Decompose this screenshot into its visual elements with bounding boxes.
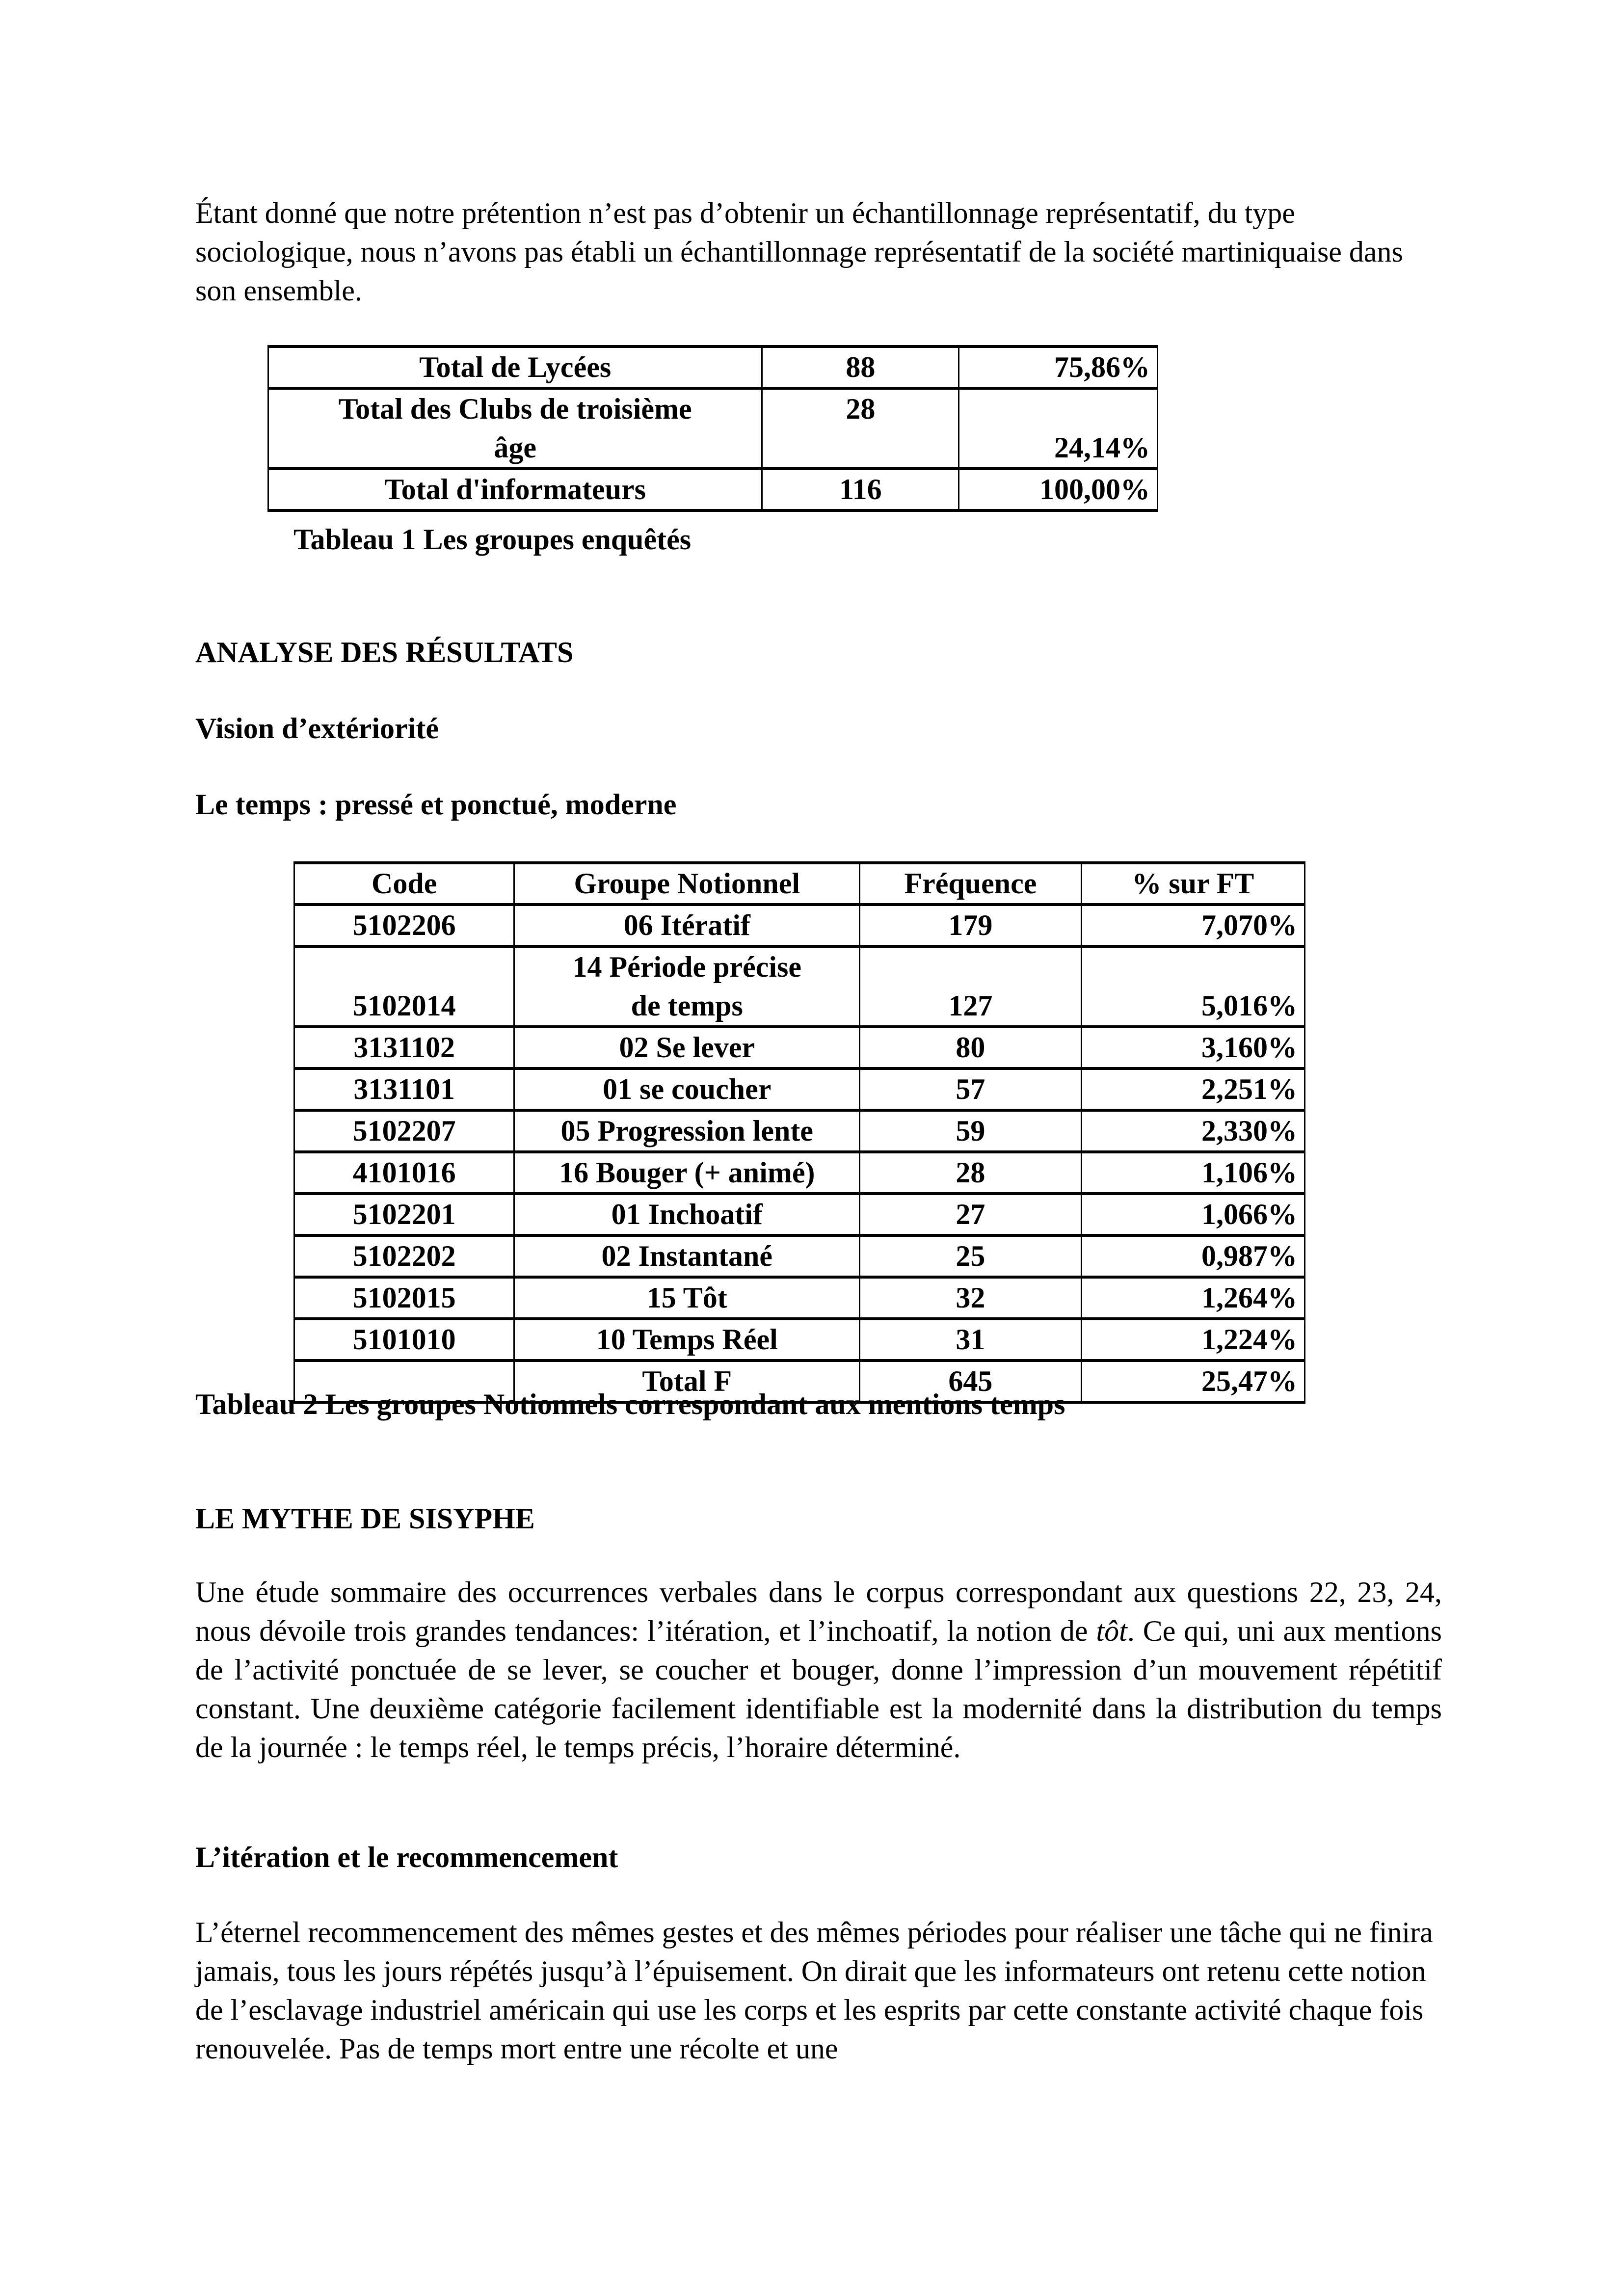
- header-groupe: Groupe Notionnel: [514, 863, 860, 905]
- code-cell: 5102202: [294, 1235, 514, 1277]
- total-pct-cell: 25,47%: [1081, 1361, 1304, 1402]
- groupe-line2: de temps: [631, 989, 743, 1022]
- pct-cell: 3,160%: [1081, 1027, 1304, 1068]
- table2-caption: Tableau 2 Les groupes Notionnels correspondant aux mentions temps: [195, 1388, 1065, 1420]
- mythe-paragraph: [195, 1573, 1442, 1767]
- groupe-cell: 02 Instantané: [514, 1235, 860, 1277]
- groupe-cell: 15 Tôt: [514, 1277, 860, 1319]
- table-header-row: [294, 863, 1305, 905]
- table-row: [268, 388, 1158, 469]
- code-cell: 3131102: [294, 1027, 514, 1068]
- table1-count-cell: 88: [762, 347, 959, 388]
- table-row: [294, 1027, 1305, 1068]
- code-cell: 5102014: [294, 946, 514, 1027]
- header-frequence: Fréquence: [860, 863, 1082, 905]
- freq-cell: 57: [860, 1068, 1082, 1110]
- freq-cell: 80: [860, 1027, 1082, 1068]
- mythe-text-after: . Ce qui, uni aux mentions de l’activité ponctuée de se lever, se coucher et bouger, donne l’impression d’un mouvement répétitif constant. Une deuxième catégorie facilement identifiable est la modernité dans la distribution du temps de la journée : le temps réel, le temps précis, l’horaire déterminé.: [195, 1615, 1442, 1763]
- heading-analyse-block: [195, 633, 1442, 672]
- code-cell: 3131101: [294, 1068, 514, 1110]
- code-cell: 5101010: [294, 1319, 514, 1361]
- table1-count-cell: 116: [762, 469, 959, 510]
- mythe-text-italic: tôt: [1096, 1615, 1127, 1647]
- pct-cell: 0,987%: [1081, 1235, 1304, 1277]
- heading-temps-block: [195, 785, 1442, 824]
- table1-caption: Tableau 1 Les groupes enquêtés: [293, 523, 692, 556]
- groupe-cell: 05 Progression lente: [514, 1110, 860, 1152]
- heading-vision: Vision d’extériorité: [195, 712, 439, 745]
- groupe-cell: 01 se coucher: [514, 1068, 860, 1110]
- freq-cell: 28: [860, 1152, 1082, 1194]
- code-cell: 5102015: [294, 1277, 514, 1319]
- pct-cell: 2,330%: [1081, 1110, 1304, 1152]
- freq-cell: 59: [860, 1110, 1082, 1152]
- header-code: Code: [294, 863, 514, 905]
- freq-cell: 179: [860, 905, 1082, 946]
- table1-label-cell: [268, 388, 762, 469]
- table-row: [294, 946, 1305, 1027]
- table1-percent-cell: 75,86%: [959, 347, 1158, 388]
- table1-label-line2: âge: [494, 431, 536, 464]
- code-cell: 4101016: [294, 1152, 514, 1194]
- code-cell: 5102207: [294, 1110, 514, 1152]
- heading-iteration: L’itération et le recommencement: [195, 1841, 618, 1873]
- heading-vision-block: [195, 709, 1442, 748]
- groupe-line1: 14 Période précise: [572, 951, 801, 983]
- pct-cell: 1,224%: [1081, 1319, 1304, 1361]
- table1-percent-cell: 24,14%: [959, 388, 1158, 469]
- freq-cell: 27: [860, 1194, 1082, 1235]
- table-row: [268, 469, 1158, 510]
- table-row: [294, 1319, 1305, 1361]
- pct-cell: 1,264%: [1081, 1277, 1304, 1319]
- table-groupes-enquetes: [267, 345, 1158, 512]
- table-row: [294, 1152, 1305, 1194]
- heading-analyse: ANALYSE DES RÉSULTATS: [195, 636, 574, 668]
- table-row: [294, 1277, 1305, 1319]
- groupe-cell: 06 Itératif: [514, 905, 860, 946]
- table1-percent-cell: 100,00%: [959, 469, 1158, 510]
- pct-cell: 7,070%: [1081, 905, 1304, 946]
- iteration-paragraph: L’éternel recommencement des mêmes gestes et des mêmes périodes pour réaliser une tâche qui ne finira jamais, tous les jours répétés jusqu’à l’épuisement. On dirait que les informateurs ont retenu cette notion de l’esclavage industriel américain qui use les corps et les esprits par cette constante activité chaque fois renouvelée. Pas de temps mort entre une récolte et une: [195, 1916, 1433, 2065]
- total-groupe-cell: Total F: [514, 1361, 860, 1402]
- freq-cell: 25: [860, 1235, 1082, 1277]
- table1-label-cell: Total de Lycées: [268, 347, 762, 388]
- table-row: [294, 1068, 1305, 1110]
- pct-cell: 1,066%: [1081, 1194, 1304, 1235]
- mythe-text-before: Une étude sommaire des occurrences verbales dans le corpus correspondant aux questions 22, 23, 24, nous dévoile trois grandes tendances: l’itération, et l’inchoatif, la notion de: [195, 1576, 1442, 1647]
- heading-temps: Le temps : pressé et ponctué, moderne: [195, 788, 677, 821]
- groupe-cell: 02 Se lever: [514, 1027, 860, 1068]
- table1-label-line1: Total des Clubs de troisième: [338, 393, 692, 425]
- groupe-cell: 10 Temps Réel: [514, 1319, 860, 1361]
- freq-cell: 31: [860, 1319, 1082, 1361]
- iteration-paragraph-block: [195, 1913, 1442, 2068]
- total-freq-cell: 645: [860, 1361, 1082, 1402]
- mythe-paragraph-block: [195, 1573, 1442, 1767]
- table1-label-cell: Total d'informateurs: [268, 469, 762, 510]
- groupe-cell: 16 Bouger (+ animé): [514, 1152, 860, 1194]
- freq-cell: 32: [860, 1277, 1082, 1319]
- code-cell: 5102201: [294, 1194, 514, 1235]
- intro-paragraph-block: [195, 194, 1442, 310]
- intro-paragraph: Étant donné que notre prétention n’est pas d’obtenir un échantillonnage représentatif, du type sociologique, nous n’avons pas établi un échantillonnage représentatif de la société martiniquaise dans son ensemble.: [195, 197, 1403, 307]
- code-cell: 5102206: [294, 905, 514, 946]
- table-row: [294, 1235, 1305, 1277]
- groupe-cell: 01 Inchoatif: [514, 1194, 860, 1235]
- freq-cell: 127: [860, 946, 1082, 1027]
- pct-cell: 2,251%: [1081, 1068, 1304, 1110]
- table-row: [294, 1194, 1305, 1235]
- pct-cell: 5,016%: [1081, 946, 1304, 1027]
- table-row: [294, 1110, 1305, 1152]
- heading-iteration-block: [195, 1838, 1442, 1877]
- table1-count-cell: 28: [762, 388, 959, 469]
- pct-cell: 1,106%: [1081, 1152, 1304, 1194]
- groupe-cell: [514, 946, 860, 1027]
- table-groupes-notionnels: [293, 861, 1305, 1404]
- table-row: [294, 905, 1305, 946]
- table-row: [268, 347, 1158, 388]
- header-pct: % sur FT: [1081, 863, 1304, 905]
- heading-mythe-block: [195, 1499, 1442, 1538]
- heading-mythe: LE MYTHE DE SISYPHE: [195, 1502, 535, 1535]
